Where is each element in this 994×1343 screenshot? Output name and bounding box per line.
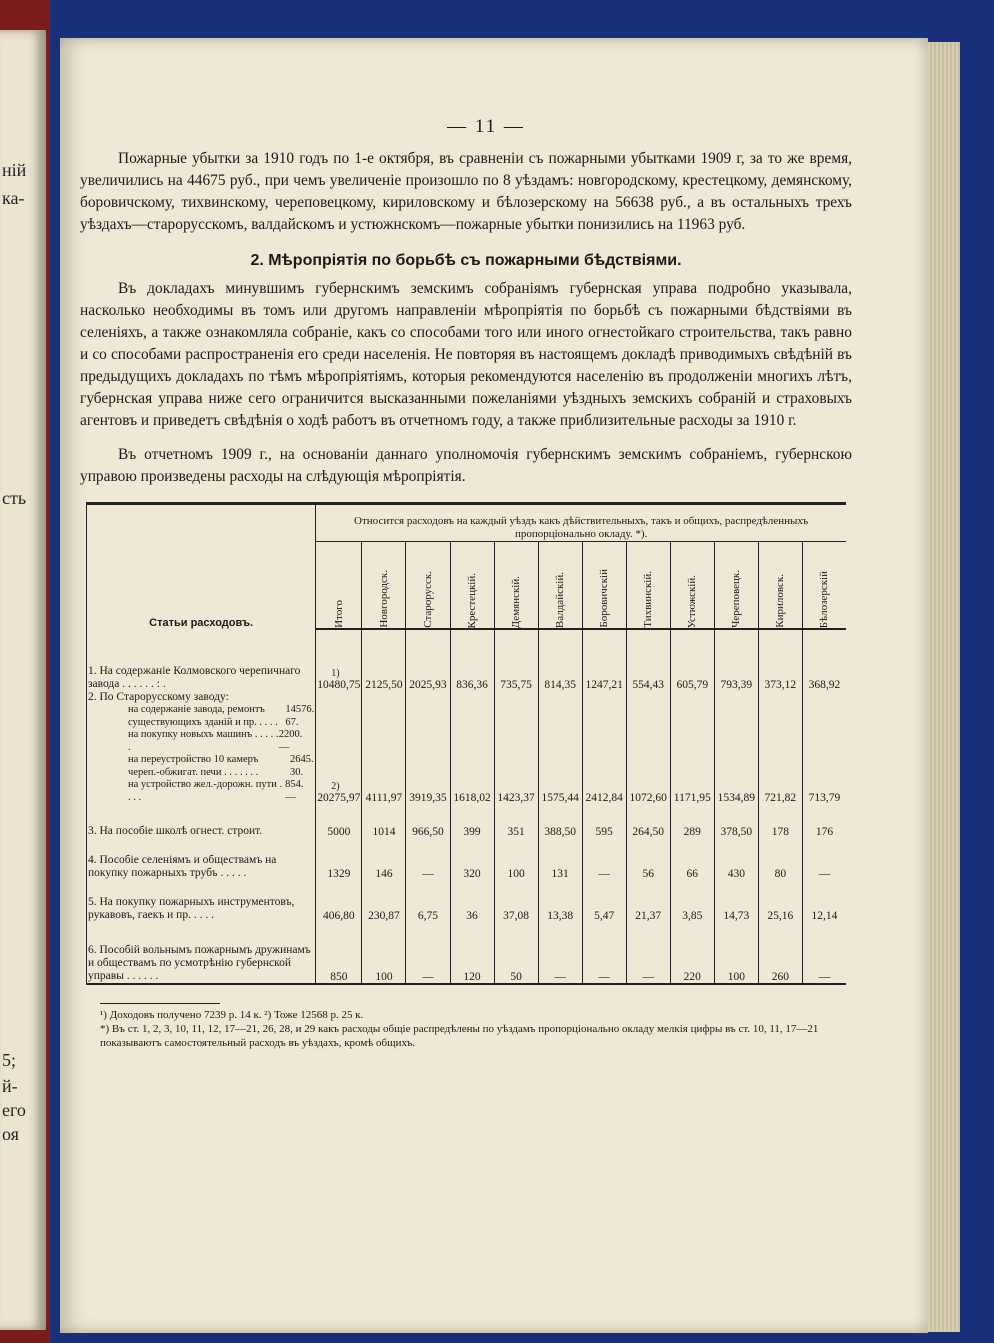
column-header: Устюжскій.: [670, 542, 714, 630]
table-cell: —: [406, 922, 450, 984]
table-row: [87, 880, 847, 922]
left-fragment: ній: [2, 160, 27, 180]
table-cell: 399: [450, 804, 494, 838]
footnote: ¹) Доходовъ получено 7239 р. 14 к. ²) Тоже 12568 р. 25 к.: [100, 1009, 364, 1021]
table-cell: 1618,02: [450, 691, 494, 804]
table-cell: 368,92: [802, 629, 846, 691]
table-cell: 793,39: [714, 629, 758, 691]
table-cell: 713,79: [802, 691, 846, 804]
table-cell: 230,87: [362, 880, 406, 922]
table-cell: 289: [670, 804, 714, 838]
table-cell: 1247,21: [582, 629, 626, 691]
table-cell: 1575,44: [538, 691, 582, 804]
table-cell: 4111,97: [362, 691, 406, 804]
row-label: 3. На пособіе школѣ огнест. строит.: [87, 804, 316, 838]
table-cell: 100: [714, 922, 758, 984]
left-fragment: оя: [2, 1124, 19, 1144]
table-cell: 1171,95: [670, 691, 714, 804]
column-header: Бѣлозерскій: [802, 542, 846, 630]
cell-total: 2) 20275,97: [316, 691, 362, 804]
table-row: [87, 922, 847, 984]
table-cell: 37,08: [494, 880, 538, 922]
item-column-header: Статьи расходовъ.: [87, 504, 316, 630]
column-header: Новгородск.: [362, 542, 406, 630]
table-cell: 1423,37: [494, 691, 538, 804]
left-fragment: 5;: [2, 1050, 17, 1070]
table-cell: 1014: [362, 804, 406, 838]
column-header: Итого: [316, 542, 362, 630]
table-cell: 373,12: [758, 629, 802, 691]
table-cell: 406,80: [316, 880, 362, 922]
table-cell: 5000: [316, 804, 362, 838]
table-cell: 320: [450, 838, 494, 880]
row-label: [87, 691, 316, 804]
sub-items: [128, 704, 314, 804]
table-cell: 2125,50: [362, 629, 406, 691]
table-cell: 554,43: [626, 629, 670, 691]
table-cell: —: [582, 922, 626, 984]
table-cell: —: [582, 838, 626, 880]
table-cell: 120: [450, 922, 494, 984]
column-header: Череповецк.: [714, 542, 758, 630]
footnote: *) Въ ст. 1, 2, 3, 10, 11, 12, 17—21, 26, 28, и 29 какъ расходы общіе распредѣлены по уѣздамъ пропорціонально окладу мелкія цифры въ ст. 10, 11, 17—21 показываютъ самостоятельный расходъ въ уѣздахъ, кромѣ общихъ.: [100, 1023, 819, 1049]
table-cell: 3919,35: [406, 691, 450, 804]
table-cell: 388,50: [538, 804, 582, 838]
column-header: Кириловск.: [758, 542, 802, 630]
table-cell: 721,82: [758, 691, 802, 804]
table-cell: 80: [758, 838, 802, 880]
table-cell: 56: [626, 838, 670, 880]
table-cell: 178: [758, 804, 802, 838]
table-cell: 814,35: [538, 629, 582, 691]
table-cell: 66: [670, 838, 714, 880]
left-fragment: й-: [2, 1076, 18, 1096]
table-cell: 13,38: [538, 880, 582, 922]
column-header: Демянскій.: [494, 542, 538, 630]
column-header: Тихвинскій.: [626, 542, 670, 630]
table-cell: 735,75: [494, 629, 538, 691]
footnote-rule: [100, 1003, 220, 1004]
sub-item: на переустройство 10 камеръ череп.-обжигат. печи . . . . . . . 2645. 30.: [128, 754, 314, 778]
table-cell: 850: [316, 922, 362, 984]
cell-total: 1) 10480,75: [316, 629, 362, 691]
paragraph-fire-losses: Пожарные убытки за 1910 годъ по 1-е октября, въ сравненіи съ пожарными убытками 1909 г, за то же время, увеличились на 44675 руб., при чемъ увеличеніе произошло по 8 уѣздамъ: новгородскому, крестецкому, демянскому, боровичскому, тихвинскому, череповецкому, кириловскому и бѣлозерскому на 56638 руб., а въ остальныхъ трехъ уѣздахъ—старорусскомъ, валдайскомъ и устюжнскомъ—пожарные убытки понизились на 11963 руб.: [80, 150, 852, 233]
table-row: [87, 691, 847, 804]
table-cell: —: [406, 838, 450, 880]
table-cell: 220: [670, 922, 714, 984]
footnotes: [100, 1008, 852, 1050]
sub-item: на устройство жел.-дорожн. пути . . . . 854. —: [128, 779, 304, 803]
table-cell: 1072,60: [626, 691, 670, 804]
table-cell: 6,75: [406, 880, 450, 922]
table-row: [87, 804, 847, 838]
section-title: 2. Мѣропріятія по борьбѣ съ пожарными бѣдствіями.: [250, 252, 682, 269]
paragraph-expenses-intro: Въ отчетномъ 1909 г., на основаніи даннаго уполномочія губернскимъ земскимъ собраніемъ, губернскою управою произведены расходы на слѣдующія мѣропріятія.: [80, 446, 852, 485]
table-cell: 176: [802, 804, 846, 838]
row-label: 6. Пособій вольнымъ пожарнымъ дружинамъ и обществамъ по усмотрѣнію губернской управы . . . . . .: [87, 922, 316, 984]
table-cell: 146: [362, 838, 406, 880]
table-cell: —: [626, 922, 670, 984]
column-header: Боровичскій: [582, 542, 626, 630]
row-label: 4. Пособіе селеніямъ и обществамъ на покупку пожарныхъ трубъ . . . . .: [87, 838, 316, 880]
table-cell: 430: [714, 838, 758, 880]
district-group-header: Относится расходовъ на каждый уѣздъ какъ дѣйствительныхъ, такъ и общихъ, распредѣленныхъ пропорціонально окладу. *).: [316, 504, 846, 542]
table-cell: 100: [362, 922, 406, 984]
right-page: [60, 38, 928, 1333]
table-cell: 5,47: [582, 880, 626, 922]
table-cell: 50: [494, 922, 538, 984]
table-cell: 25,16: [758, 880, 802, 922]
table-cell: 264,50: [626, 804, 670, 838]
table-row: [87, 838, 847, 880]
table-cell: 131: [538, 838, 582, 880]
table-cell: 378,50: [714, 804, 758, 838]
table-cell: 12,14: [802, 880, 846, 922]
left-page: [0, 30, 46, 1330]
table-cell: 21,37: [626, 880, 670, 922]
table-cell: —: [802, 838, 846, 880]
row-label: 1. На содержаніе Колмовского черепичнаго завода . . . . . . : .: [87, 629, 316, 691]
table-cell: —: [802, 922, 846, 984]
page-number: — 11 —: [447, 116, 525, 137]
table-cell: 605,79: [670, 629, 714, 691]
column-header: Старорусск.: [406, 542, 450, 630]
row-label-main: 2. По Старорусскому заводу:: [88, 691, 229, 703]
column-header: Валдайскій.: [538, 542, 582, 630]
table-cell: 351: [494, 804, 538, 838]
column-header: Крестецкій.: [450, 542, 494, 630]
table-cell: 1329: [316, 838, 362, 880]
table-cell: 966,50: [406, 804, 450, 838]
left-fragment: его: [2, 1100, 26, 1120]
paragraph-measures: Въ докладахъ минувшимъ губернскимъ земскимъ собраніямъ губернская управа подробно указывала, насколько необходимы въ томъ или другомъ направленіи мѣропріятія по борьбѣ съ пожарными бѣдствіями въ селеніяхъ, а также ознакомляла собраніе, какъ со способами того или иного огнестойкаго строительства, такъ равно и со способами распространенія его среди населенія. Не повторяя въ настоящемъ докладѣ приводимыхъ свѣдѣній въ предыдущихъ докладахъ по тѣмъ мѣропріятіямъ, которыя рекомендуются населенію въ продолженіи многихъ лѣтъ, губернская управа ниже сего ограничится высказанными пожеланіями уѣздныхъ земскихъ собраній и страховыхъ агентовъ и приведетъ свѣдѣнія о ходѣ работъ въ отчетномъ году, а также приблизительные расходы за 1910 г.: [80, 280, 852, 429]
table-cell: 595: [582, 804, 626, 838]
table-row: [87, 629, 847, 691]
table-cell: 3,85: [670, 880, 714, 922]
sub-item: на покупку новыхъ машинъ . . . . . . 2200. —: [128, 729, 303, 753]
left-fragment: сть: [2, 488, 27, 508]
table-cell: 36: [450, 880, 494, 922]
table-cell: 2025,93: [406, 629, 450, 691]
table-cell: 260: [758, 922, 802, 984]
row-label: 5. На покупку пожарныхъ инструментовъ, рукавовъ, гаекъ и пр. . . . .: [87, 880, 316, 922]
table-cell: 100: [494, 838, 538, 880]
page-content: [80, 116, 852, 1050]
table-cell: 2412,84: [582, 691, 626, 804]
left-fragment: ка-: [2, 188, 25, 208]
expenses-table: [86, 502, 846, 985]
table-cell: —: [538, 922, 582, 984]
table-cell: 1534,89: [714, 691, 758, 804]
page-edges: [928, 42, 960, 1332]
sub-item: на содержаніе завода, ремонтъ существующихъ зданій и пр. . . . . 14576. 67.: [128, 704, 315, 728]
table-cell: 836,36: [450, 629, 494, 691]
table-cell: 14,73: [714, 880, 758, 922]
